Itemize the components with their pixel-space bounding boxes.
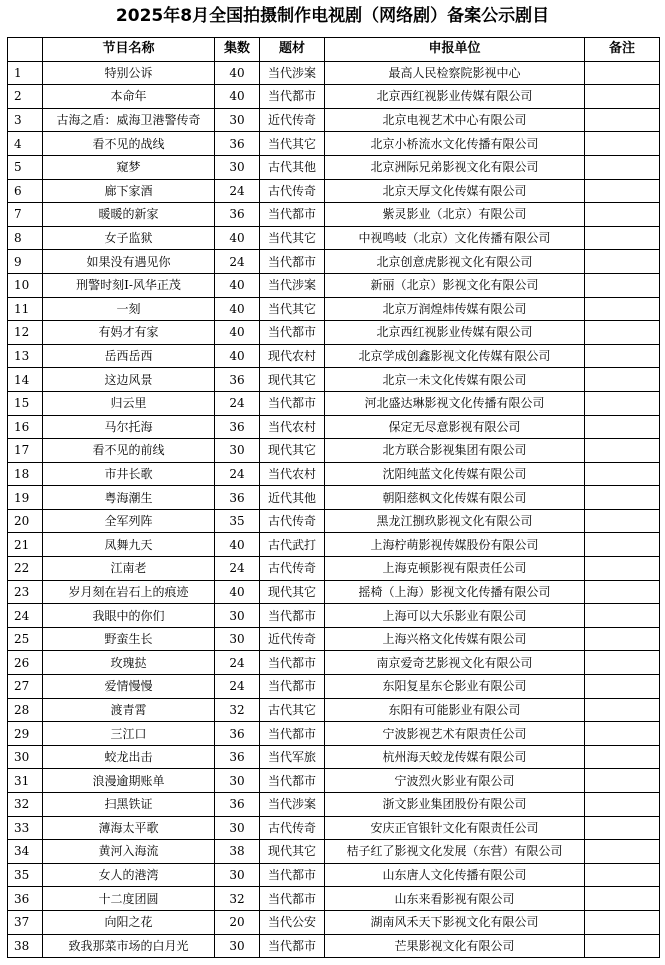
program-name: 女人的港湾	[43, 863, 215, 887]
applicant: 沈阳纯蓝文化传媒有限公司	[325, 462, 585, 486]
genre: 当代都市	[260, 250, 325, 274]
remarks	[585, 675, 660, 699]
program-name: 廊下家酒	[43, 179, 215, 203]
table-row	[8, 651, 660, 675]
episode-count: 38	[215, 840, 260, 864]
program-name: 爱情慢慢	[43, 675, 215, 699]
program-name: 马尔托海	[43, 415, 215, 439]
row-index: 8	[8, 226, 43, 250]
episode-count: 36	[215, 745, 260, 769]
episode-count: 40	[215, 85, 260, 109]
episode-count: 36	[215, 415, 260, 439]
applicant: 宁波影视艺术有限责任公司	[325, 722, 585, 746]
applicant: 北京小桥流水文化传播有限公司	[325, 132, 585, 156]
episode-count: 36	[215, 132, 260, 156]
applicant: 杭州海天蛟龙传媒有限公司	[325, 745, 585, 769]
program-name: 窥梦	[43, 155, 215, 179]
row-index: 23	[8, 580, 43, 604]
program-name: 黄河入海流	[43, 840, 215, 864]
row-index: 12	[8, 321, 43, 345]
applicant: 北京万润煌炜传媒有限公司	[325, 297, 585, 321]
table-row	[8, 722, 660, 746]
header-episodes: 集数	[215, 38, 260, 62]
genre: 现代农村	[260, 344, 325, 368]
remarks	[585, 368, 660, 392]
applicant: 新丽（北京）影视文化有限公司	[325, 273, 585, 297]
program-name: 粤海潮生	[43, 486, 215, 510]
table-row	[8, 934, 660, 958]
remarks	[585, 863, 660, 887]
program-name: 一刻	[43, 297, 215, 321]
row-index: 17	[8, 439, 43, 463]
program-name: 这边风景	[43, 368, 215, 392]
genre: 近代其他	[260, 486, 325, 510]
applicant: 北京洲际兄弟影视文化有限公司	[325, 155, 585, 179]
row-index: 4	[8, 132, 43, 156]
applicant: 北方联合影视集团有限公司	[325, 439, 585, 463]
table-row	[8, 108, 660, 132]
genre: 近代传奇	[260, 627, 325, 651]
episode-count: 24	[215, 651, 260, 675]
applicant: 最高人民检察院影视中心	[325, 61, 585, 85]
episode-count: 24	[215, 179, 260, 203]
program-name: 江南老	[43, 557, 215, 581]
table-row	[8, 863, 660, 887]
remarks	[585, 533, 660, 557]
row-index: 28	[8, 698, 43, 722]
program-name: 女子监狱	[43, 226, 215, 250]
applicant: 北京西红视影业传媒有限公司	[325, 321, 585, 345]
row-index: 38	[8, 934, 43, 958]
episode-count: 32	[215, 887, 260, 911]
table-header-row	[8, 38, 660, 62]
applicant: 紫灵影业（北京）有限公司	[325, 203, 585, 227]
episode-count: 36	[215, 203, 260, 227]
genre: 古代传奇	[260, 816, 325, 840]
genre: 当代都市	[260, 321, 325, 345]
row-index: 14	[8, 368, 43, 392]
program-name: 特别公诉	[43, 61, 215, 85]
episode-count: 24	[215, 557, 260, 581]
table-row	[8, 675, 660, 699]
remarks	[585, 155, 660, 179]
program-name: 十二度团圆	[43, 887, 215, 911]
episode-count: 24	[215, 462, 260, 486]
remarks	[585, 179, 660, 203]
genre: 古代传奇	[260, 509, 325, 533]
table-row	[8, 557, 660, 581]
remarks	[585, 910, 660, 934]
episode-count: 36	[215, 486, 260, 510]
genre: 近代传奇	[260, 108, 325, 132]
remarks	[585, 108, 660, 132]
genre: 当代农村	[260, 415, 325, 439]
program-name: 全军列阵	[43, 509, 215, 533]
genre: 现代其它	[260, 840, 325, 864]
applicant: 朝阳慈枫文化传媒有限公司	[325, 486, 585, 510]
remarks	[585, 934, 660, 958]
applicant: 北京天厚文化传媒有限公司	[325, 179, 585, 203]
row-index: 36	[8, 887, 43, 911]
remarks	[585, 745, 660, 769]
program-name: 看不见的前线	[43, 439, 215, 463]
episode-count: 36	[215, 368, 260, 392]
remarks	[585, 486, 660, 510]
table-row	[8, 816, 660, 840]
row-index: 1	[8, 61, 43, 85]
genre: 当代涉案	[260, 61, 325, 85]
page-title: 2025年8月全国拍摄制作电视剧（网络剧）备案公示剧目	[115, 6, 550, 26]
genre: 当代都市	[260, 391, 325, 415]
applicant: 河北盛达琳影视文化传播有限公司	[325, 391, 585, 415]
applicant: 东阳有可能影业有限公司	[325, 698, 585, 722]
episode-count: 30	[215, 627, 260, 651]
remarks	[585, 627, 660, 651]
applicant: 宁波烈火影业有限公司	[325, 769, 585, 793]
remarks	[585, 793, 660, 817]
table-row	[8, 368, 660, 392]
remarks	[585, 226, 660, 250]
episode-count: 35	[215, 509, 260, 533]
table-row	[8, 840, 660, 864]
table-row	[8, 321, 660, 345]
applicant: 东阳复星东仑影业有限公司	[325, 675, 585, 699]
row-index: 15	[8, 391, 43, 415]
program-name: 市井长歌	[43, 462, 215, 486]
episode-count: 40	[215, 226, 260, 250]
table-row	[8, 580, 660, 604]
row-index: 31	[8, 769, 43, 793]
episode-count: 30	[215, 816, 260, 840]
genre: 当代都市	[260, 722, 325, 746]
genre: 当代都市	[260, 863, 325, 887]
episode-count: 30	[215, 863, 260, 887]
header-remarks: 备注	[585, 38, 660, 62]
table-row	[8, 439, 660, 463]
applicant: 上海柠萌影视传媒股份有限公司	[325, 533, 585, 557]
applicant: 山东唐人文化传播有限公司	[325, 863, 585, 887]
episode-count: 36	[215, 793, 260, 817]
episode-count: 30	[215, 934, 260, 958]
remarks	[585, 132, 660, 156]
genre: 古代传奇	[260, 179, 325, 203]
table-row	[8, 745, 660, 769]
episode-count: 40	[215, 580, 260, 604]
row-index: 22	[8, 557, 43, 581]
table-row	[8, 297, 660, 321]
applicant: 南京爱奇艺影视文化有限公司	[325, 651, 585, 675]
table-row	[8, 273, 660, 297]
row-index: 26	[8, 651, 43, 675]
row-index: 27	[8, 675, 43, 699]
row-index: 10	[8, 273, 43, 297]
table-row	[8, 486, 660, 510]
applicant: 桔子红了影视文化发展（东营）有限公司	[325, 840, 585, 864]
genre: 当代都市	[260, 85, 325, 109]
table-row	[8, 132, 660, 156]
remarks	[585, 840, 660, 864]
table-row	[8, 533, 660, 557]
episode-count: 24	[215, 391, 260, 415]
program-name: 蛟龙出击	[43, 745, 215, 769]
table-row	[8, 391, 660, 415]
program-name: 凤舞九天	[43, 533, 215, 557]
genre: 当代其它	[260, 226, 325, 250]
remarks	[585, 203, 660, 227]
genre: 当代都市	[260, 887, 325, 911]
applicant: 中视鸣岐（北京）文化传播有限公司	[325, 226, 585, 250]
genre: 古代其它	[260, 698, 325, 722]
applicant: 湖南风禾天下影视文化有限公司	[325, 910, 585, 934]
remarks	[585, 321, 660, 345]
remarks	[585, 557, 660, 581]
row-index: 2	[8, 85, 43, 109]
remarks	[585, 61, 660, 85]
row-index: 19	[8, 486, 43, 510]
applicant: 浙文影业集团股份有限公司	[325, 793, 585, 817]
program-name: 三江口	[43, 722, 215, 746]
genre: 当代都市	[260, 651, 325, 675]
applicant: 北京创意虎影视文化有限公司	[325, 250, 585, 274]
row-index: 5	[8, 155, 43, 179]
remarks	[585, 509, 660, 533]
program-name: 渡青霄	[43, 698, 215, 722]
episode-count: 30	[215, 108, 260, 132]
program-name: 浪漫逾期账单	[43, 769, 215, 793]
header-program-name: 节目名称	[43, 38, 215, 62]
table-row	[8, 462, 660, 486]
applicant: 北京电视艺术中心有限公司	[325, 108, 585, 132]
genre: 古代其他	[260, 155, 325, 179]
genre: 现代其它	[260, 580, 325, 604]
applicant: 北京西红视影业传媒有限公司	[325, 85, 585, 109]
row-index: 3	[8, 108, 43, 132]
remarks	[585, 651, 660, 675]
applicant: 山东来看影视有限公司	[325, 887, 585, 911]
remarks	[585, 297, 660, 321]
genre: 当代涉案	[260, 273, 325, 297]
table-row	[8, 250, 660, 274]
remarks	[585, 273, 660, 297]
episode-count: 40	[215, 321, 260, 345]
row-index: 29	[8, 722, 43, 746]
remarks	[585, 816, 660, 840]
table-row	[8, 61, 660, 85]
program-name: 致我那菜市场的白月光	[43, 934, 215, 958]
episode-count: 40	[215, 297, 260, 321]
program-name: 归云里	[43, 391, 215, 415]
table-row	[8, 203, 660, 227]
program-name: 薄海太平歌	[43, 816, 215, 840]
header-index	[8, 38, 43, 62]
genre: 当代涉案	[260, 793, 325, 817]
program-name: 岳西岳西	[43, 344, 215, 368]
row-index: 35	[8, 863, 43, 887]
genre: 当代都市	[260, 203, 325, 227]
program-name: 古海之盾：威海卫港警传奇	[43, 108, 215, 132]
applicant: 黑龙江捌玖影视文化有限公司	[325, 509, 585, 533]
genre: 当代农村	[260, 462, 325, 486]
row-index: 24	[8, 604, 43, 628]
applicant: 芒果影视文化有限公司	[325, 934, 585, 958]
applicant: 安庆正官银针文化有限责任公司	[325, 816, 585, 840]
table-row	[8, 769, 660, 793]
episode-count: 24	[215, 675, 260, 699]
program-name: 岁月刻在岩石上的痕迹	[43, 580, 215, 604]
applicant: 保定无尽意影视有限公司	[325, 415, 585, 439]
remarks	[585, 391, 660, 415]
row-index: 7	[8, 203, 43, 227]
table-row	[8, 509, 660, 533]
remarks	[585, 250, 660, 274]
remarks	[585, 887, 660, 911]
genre: 当代公安	[260, 910, 325, 934]
row-index: 13	[8, 344, 43, 368]
table-row	[8, 344, 660, 368]
remarks	[585, 344, 660, 368]
row-index: 20	[8, 509, 43, 533]
table-row	[8, 793, 660, 817]
genre: 现代其它	[260, 368, 325, 392]
program-name: 暖暖的新家	[43, 203, 215, 227]
applicant: 上海克顿影视有限责任公司	[325, 557, 585, 581]
program-name: 看不见的战线	[43, 132, 215, 156]
remarks	[585, 439, 660, 463]
row-index: 11	[8, 297, 43, 321]
remarks	[585, 722, 660, 746]
applicant: 北京学成创鑫影视文化传媒有限公司	[325, 344, 585, 368]
table-row	[8, 910, 660, 934]
genre: 当代其它	[260, 132, 325, 156]
genre: 当代都市	[260, 675, 325, 699]
program-name: 刑警时刻I-风华正茂	[43, 273, 215, 297]
episode-count: 32	[215, 698, 260, 722]
episode-count: 40	[215, 533, 260, 557]
genre: 当代都市	[260, 934, 325, 958]
table-row	[8, 179, 660, 203]
table-row	[8, 155, 660, 179]
table-row	[8, 627, 660, 651]
genre: 现代其它	[260, 439, 325, 463]
episode-count: 20	[215, 910, 260, 934]
applicant: 上海可以大乐影业有限公司	[325, 604, 585, 628]
row-index: 34	[8, 840, 43, 864]
row-index: 33	[8, 816, 43, 840]
episode-count: 40	[215, 344, 260, 368]
genre: 当代军旅	[260, 745, 325, 769]
remarks	[585, 462, 660, 486]
table-row	[8, 604, 660, 628]
program-name: 玫瑰挞	[43, 651, 215, 675]
episode-count: 36	[215, 722, 260, 746]
table-row	[8, 698, 660, 722]
program-name: 我眼中的你们	[43, 604, 215, 628]
applicant: 摇椅（上海）影视文化传播有限公司	[325, 580, 585, 604]
table-row	[8, 85, 660, 109]
genre: 古代传奇	[260, 557, 325, 581]
row-index: 18	[8, 462, 43, 486]
genre: 当代都市	[260, 604, 325, 628]
program-name: 向阳之花	[43, 910, 215, 934]
filing-table	[7, 37, 660, 958]
table-row	[8, 415, 660, 439]
header-genre: 题材	[260, 38, 325, 62]
row-index: 6	[8, 179, 43, 203]
episode-count: 30	[215, 604, 260, 628]
remarks	[585, 698, 660, 722]
episode-count: 30	[215, 439, 260, 463]
episode-count: 30	[215, 769, 260, 793]
genre: 古代武打	[260, 533, 325, 557]
row-index: 37	[8, 910, 43, 934]
episode-count: 40	[215, 273, 260, 297]
program-name: 扫黑铁证	[43, 793, 215, 817]
program-name: 本命年	[43, 85, 215, 109]
applicant: 上海兴格文化传媒有限公司	[325, 627, 585, 651]
table-row	[8, 226, 660, 250]
remarks	[585, 769, 660, 793]
episode-count: 40	[215, 61, 260, 85]
episode-count: 30	[215, 155, 260, 179]
program-name: 野蛮生长	[43, 627, 215, 651]
remarks	[585, 580, 660, 604]
genre: 当代都市	[260, 769, 325, 793]
remarks	[585, 604, 660, 628]
table-row	[8, 887, 660, 911]
row-index: 21	[8, 533, 43, 557]
applicant: 北京一未文化传媒有限公司	[325, 368, 585, 392]
row-index: 25	[8, 627, 43, 651]
row-index: 9	[8, 250, 43, 274]
row-index: 32	[8, 793, 43, 817]
episode-count: 24	[215, 250, 260, 274]
program-name: 如果没有遇见你	[43, 250, 215, 274]
remarks	[585, 415, 660, 439]
remarks	[585, 85, 660, 109]
table-body	[8, 61, 660, 958]
genre: 当代其它	[260, 297, 325, 321]
row-index: 30	[8, 745, 43, 769]
header-applicant: 申报单位	[325, 38, 585, 62]
row-index: 16	[8, 415, 43, 439]
program-name: 有妈才有家	[43, 321, 215, 345]
